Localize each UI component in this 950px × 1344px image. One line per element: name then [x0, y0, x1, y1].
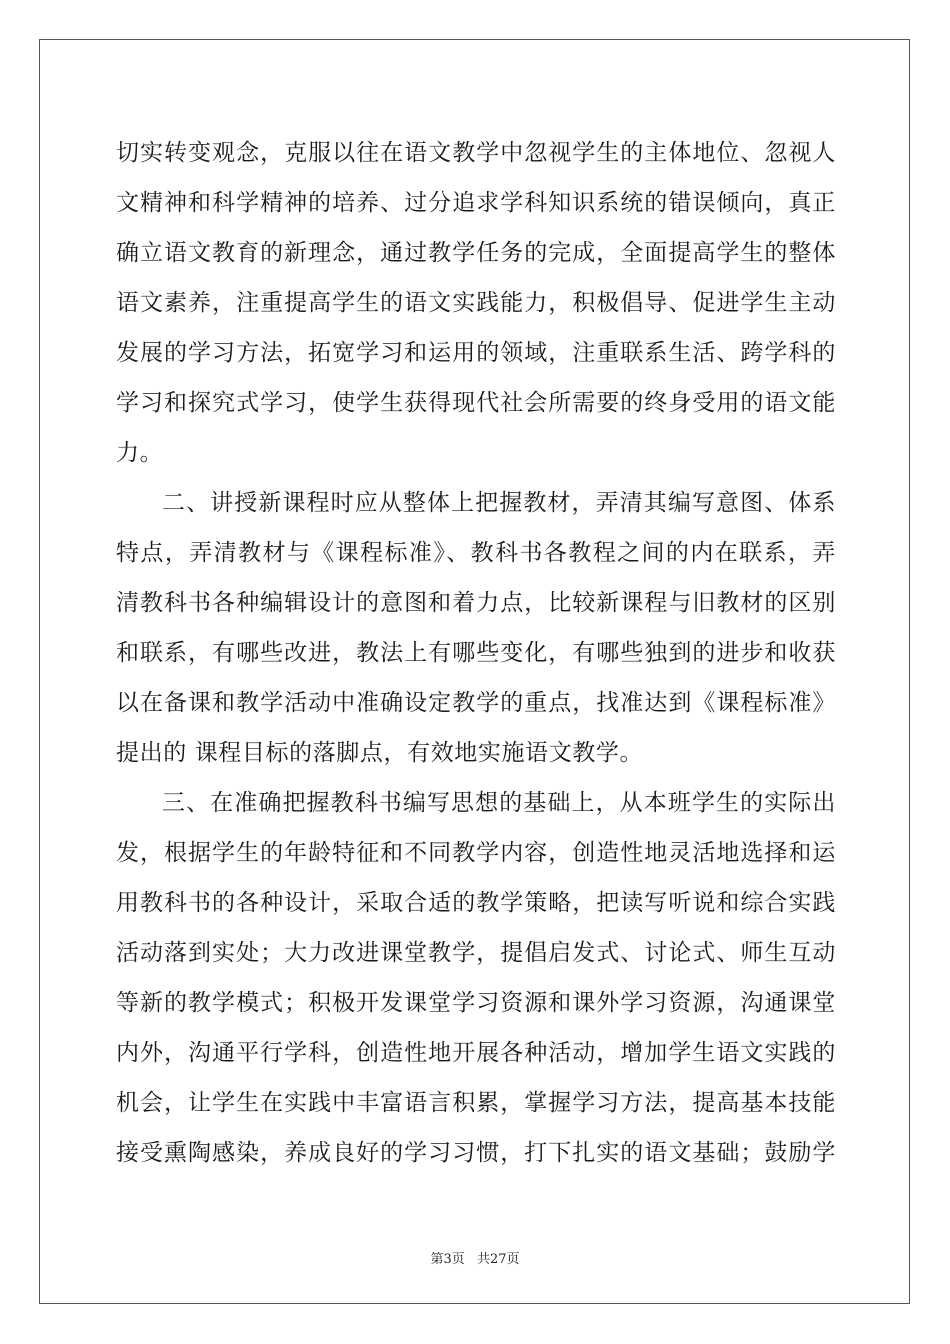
page-total: 共27页	[476, 1252, 520, 1267]
text-line: 以在备课和教学活动中准确设定教学的重点，找准达到《课程标准》	[116, 690, 836, 716]
page-number: 第3页	[430, 1252, 465, 1267]
text-line: 和联系，有哪些改进，教法上有哪些变化，有哪些独到的进步和收获	[116, 640, 836, 666]
page-footer	[0, 1248, 950, 1267]
text-line: 语文素养，注重提高学生的语文实践能力，积极倡导、促进学生主动	[116, 290, 836, 316]
text-line: 特点，弄清教材与《课程标准》、教科书各教程之间的内在联系，弄	[116, 540, 836, 566]
text-line: 接受熏陶感染，养成良好的学习习惯，打下扎实的语文基础；鼓励学	[116, 1140, 836, 1166]
text-line: 发，根据学生的年龄特征和不同教学内容，创造性地灵活地选择和运	[116, 840, 836, 866]
text-line: 提出的 课程目标的落脚点，有效地实施语文教学。	[116, 740, 644, 766]
text-line: 内外，沟通平行学科，创造性地开展各种活动，增加学生语文实践的	[116, 1040, 836, 1066]
text-line: 发展的学习方法，拓宽学习和运用的领域，注重联系生活、跨学科的	[116, 340, 836, 366]
text-line: 活动落到实处；大力改进课堂教学，提倡启发式、讨论式、师生互动	[116, 940, 836, 966]
text-line: 切实转变观念，克服以往在语文教学中忽视学生的主体地位、忽视人	[116, 140, 836, 166]
text-line: 二、讲授新课程时应从整体上把握教材，弄清其编写意图、体系	[162, 490, 836, 516]
paragraph-2	[116, 478, 836, 778]
text-line: 等新的教学模式；积极开发课堂学习资源和课外学习资源，沟通课堂	[116, 990, 836, 1016]
text-line: 力。	[116, 440, 164, 466]
text-line: 机会，让学生在实践中丰富语言积累，掌握学习方法，提高基本技能	[116, 1090, 836, 1116]
paragraph-1	[116, 128, 836, 478]
document-body	[116, 128, 836, 1178]
text-line: 清教科书各种编辑设计的意图和着力点，比较新课程与旧教材的区别	[116, 590, 836, 616]
text-line: 用教科书的各种设计，采取合适的教学策略，把读写听说和综合实践	[116, 890, 836, 916]
text-line: 确立语文教育的新理念，通过教学任务的完成，全面提高学生的整体	[116, 240, 836, 266]
paragraph-3	[116, 778, 836, 1178]
text-line: 三、在准确把握教科书编写思想的基础上，从本班学生的实际出	[162, 790, 836, 816]
text-line: 文精神和科学精神的培养、过分追求学科知识系统的错误倾向，真正	[116, 190, 836, 216]
text-line: 学习和探究式学习，使学生获得现代社会所需要的终身受用的语文能	[116, 390, 836, 416]
